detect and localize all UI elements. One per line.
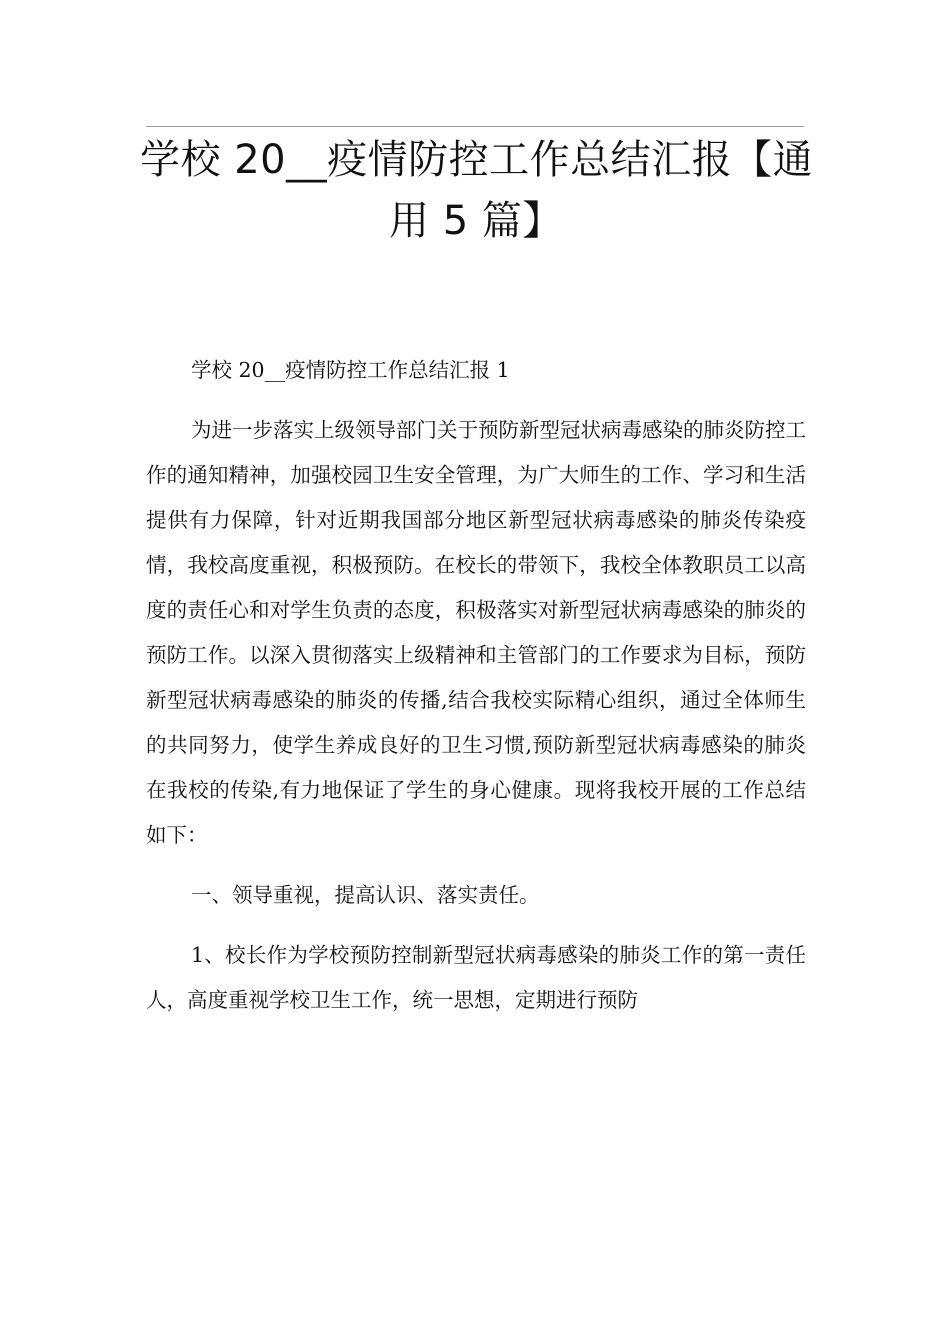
document-title (140, 130, 812, 252)
title-line-2: 用 5 篇】 (389, 198, 563, 244)
header-rule (146, 126, 804, 127)
subheading-leadership: 一、领导重视，提高认识、落实责任。 (191, 883, 540, 907)
document-body (146, 348, 806, 1023)
title-line-1: 学校 20__疫情防控工作总结汇报【通 (140, 137, 814, 183)
paragraph-item-1: 1、校长作为学校预防控制新型冠状病毒感染的肺炎工作的第一责任人，高度重视学校卫生工作，统一思想，定期进行预防 (146, 943, 806, 1012)
section-heading: 学校 20__疫情防控工作总结汇报 1 (191, 358, 510, 382)
paragraph-intro: 为进一步落实上级领导部门关于预防新型冠状病毒感染的肺炎防控工作的通知精神，加强校园卫生安全管理，为广大师生的工作、学习和生活提供有力保障，针对近期我国部分地区新型冠状病毒感染的肺炎传染疫情，我校高度重视，积极预防。在校长的带领下，我校全体教职员工以高度的责任心和对学生负责的态度，积极落实对新型冠状病毒感染的肺炎的预防工作。以深入贯彻落实上级精神和主管部门的工作要求为目标，预防新型冠状病毒感染的肺炎的传播,结合我校实际精心组织，通过全体师生的共同努力，使学生养成良好的卫生习惯,预防新型冠状病毒感染的肺炎在我校的传染,有力地保证了学生的身心健康。现将我校开展的工作总结如下： (146, 418, 806, 847)
